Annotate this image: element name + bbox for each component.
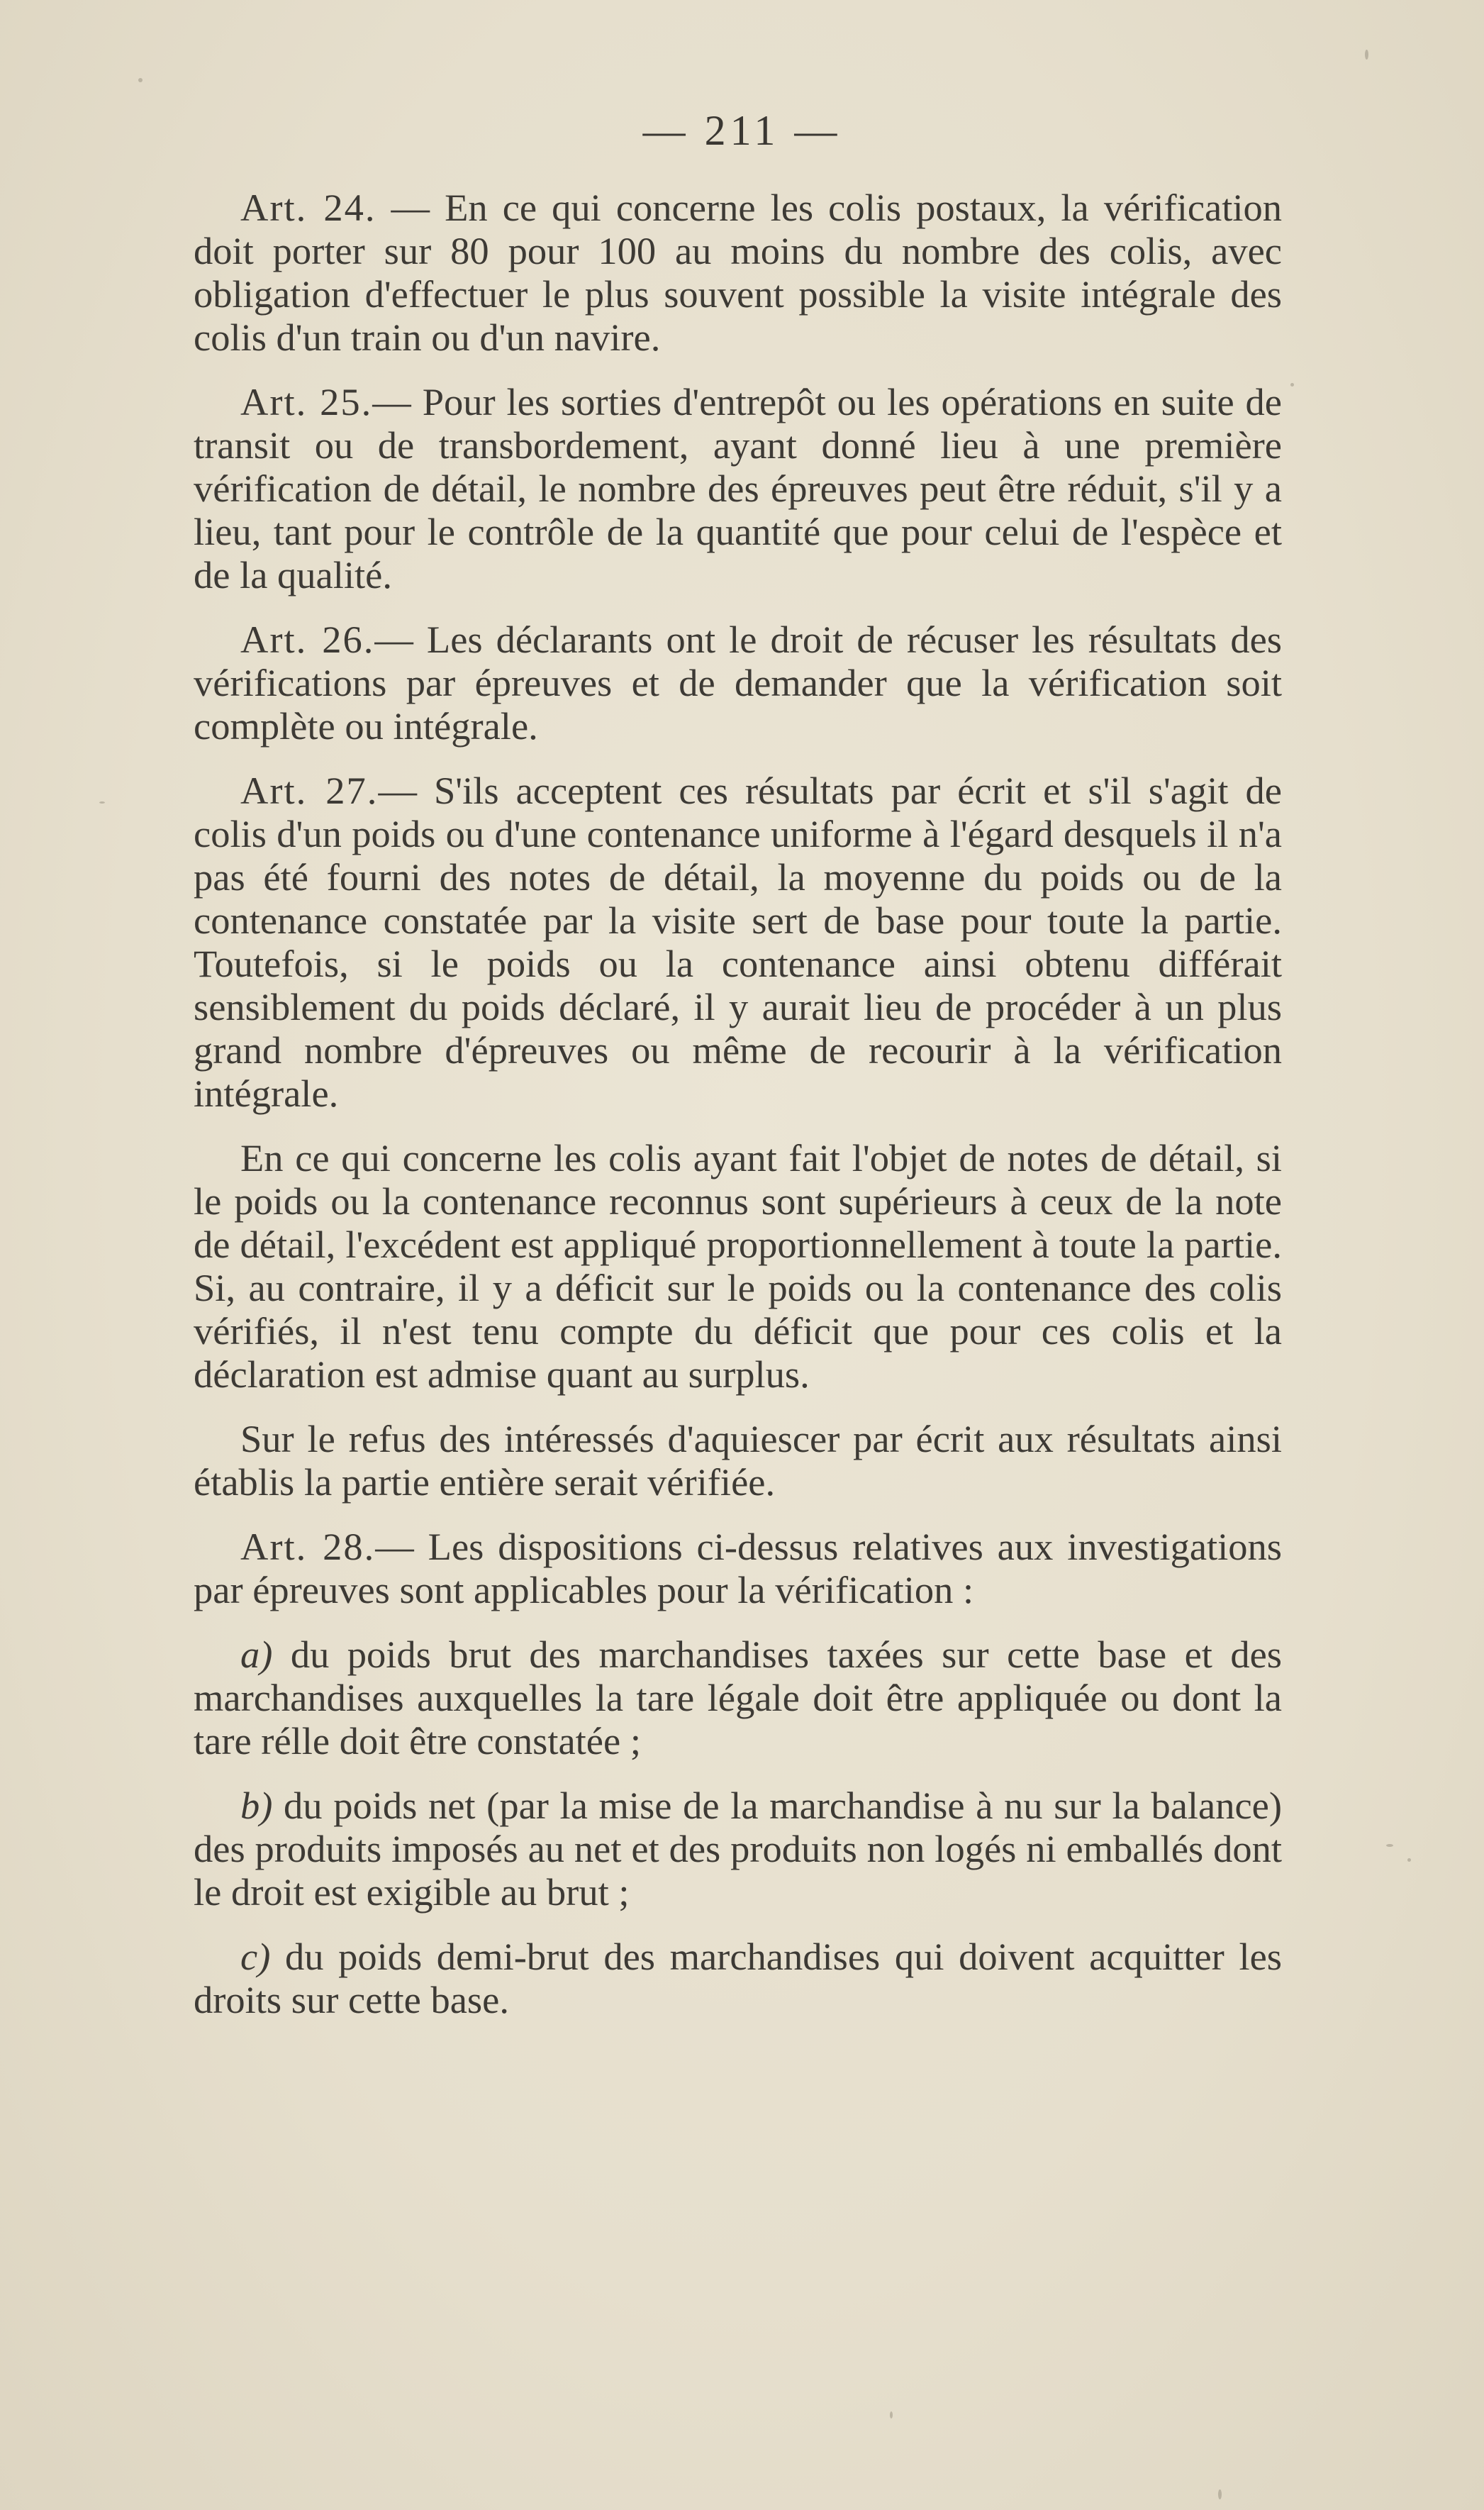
article-label: Art. 25. — [240, 380, 373, 423]
scan-speck — [1386, 1844, 1393, 1847]
paragraph-text: En ce qui concerne les colis ayant fait l'objet de notes de détail, si le poids ou la contenance reconnus sont supérieurs à ceux de la note de détail, l'excédent est appliqué proportionnellement à toute la partie. Si, au contraire, il y a déficit sur le poids ou la contenance des colis vérifiés, il n'est tenu compte du déficit que pour ces colis et la déclaration est admise quant au surplus. — [194, 1136, 1282, 1396]
paragraph-refus — [194, 1417, 1282, 1504]
paragraph-notes-de-detail — [194, 1136, 1282, 1396]
list-letter: a) — [240, 1633, 273, 1676]
article-text: — Les dispositions ci-dessus relatives aux investigations par épreuves sont applicables pour la vérification : — [194, 1525, 1282, 1611]
article-label: Art. 28. — [240, 1525, 376, 1568]
list-item-text: du poids demi-brut des marchandises qui doivent acquitter les droits sur cette base. — [194, 1935, 1282, 2021]
article-text: — S'ils acceptent ces résultats par écrit et s'il s'agit de colis d'un poids ou d'une contenance uniforme à l'égard desquels il n'a pas été fourni des notes de détail, la moyenne du poids ou de la contenance constatée par la visite sert de base pour toute la partie. Toutefois, si le poids ou la contenance ainsi obtenu différait sensiblement du poids déclaré, il y aurait lieu de procéder à un plus grand nombre d'épreuves ou même de recourir à la vérification intégrale. — [194, 769, 1282, 1115]
scan-speck — [138, 78, 143, 82]
body-text — [194, 186, 1282, 2043]
scan-speck — [1365, 50, 1368, 60]
scan-speck — [1290, 383, 1294, 387]
article-26 — [194, 618, 1282, 748]
scan-speck — [1218, 2489, 1222, 2499]
article-28 — [194, 1525, 1282, 1611]
article-text: — Pour les sorties d'entrepôt ou les opérations en suite de transit ou de transbordement, ayant donné lieu à une première vérification de détail, le nombre des épreuves peut être réduit, s'il y a lieu, tant pour le contrôle de la quantité que pour celui de l'espèce et de la qualité. — [194, 380, 1282, 596]
list-item-c — [194, 1935, 1282, 2021]
scan-speck — [890, 2411, 893, 2419]
article-text: — Les déclarants ont le droit de récuser les résultats des vérifications par épreuves et de demander que la vérification soit complète ou intégrale. — [194, 618, 1282, 748]
article-25 — [194, 380, 1282, 596]
article-text: — En ce qui concerne les colis postaux, la vérification doit porter sur 80 pour 100 au moins du nombre des colis, avec obligation d'effectuer le plus souvent possible la visite intégrale des colis d'un train ou d'un navire. — [194, 186, 1282, 359]
list-letter: c) — [240, 1935, 271, 1978]
list-letter: b) — [240, 1784, 273, 1827]
page-number: — 211 — — [642, 107, 842, 154]
article-27 — [194, 769, 1282, 1115]
article-label: Art. 26. — [240, 618, 375, 661]
article-24 — [194, 186, 1282, 359]
scan-speck — [1407, 1858, 1411, 1862]
list-item-b — [194, 1784, 1282, 1914]
list-item-a — [194, 1633, 1282, 1762]
scan-speck — [99, 801, 105, 804]
article-label: Art. 27. — [240, 769, 379, 812]
paragraph-text: Sur le refus des intéressés d'aquiescer par écrit aux résultats ainsi établis la partie entière serait vérifiée. — [194, 1417, 1282, 1504]
list-item-text: du poids brut des marchandises taxées sur cette base et des marchandises auxquelles la tare légale doit être appliquée ou dont la tare rélle doit être constatée ; — [194, 1633, 1282, 1762]
article-label: Art. 24. — [240, 186, 376, 229]
list-item-text: du poids net (par la mise de la marchandise à nu sur la balance) des produits imposés au net et des produits non logés ni emballés dont le droit est exigible au brut ; — [194, 1784, 1282, 1914]
